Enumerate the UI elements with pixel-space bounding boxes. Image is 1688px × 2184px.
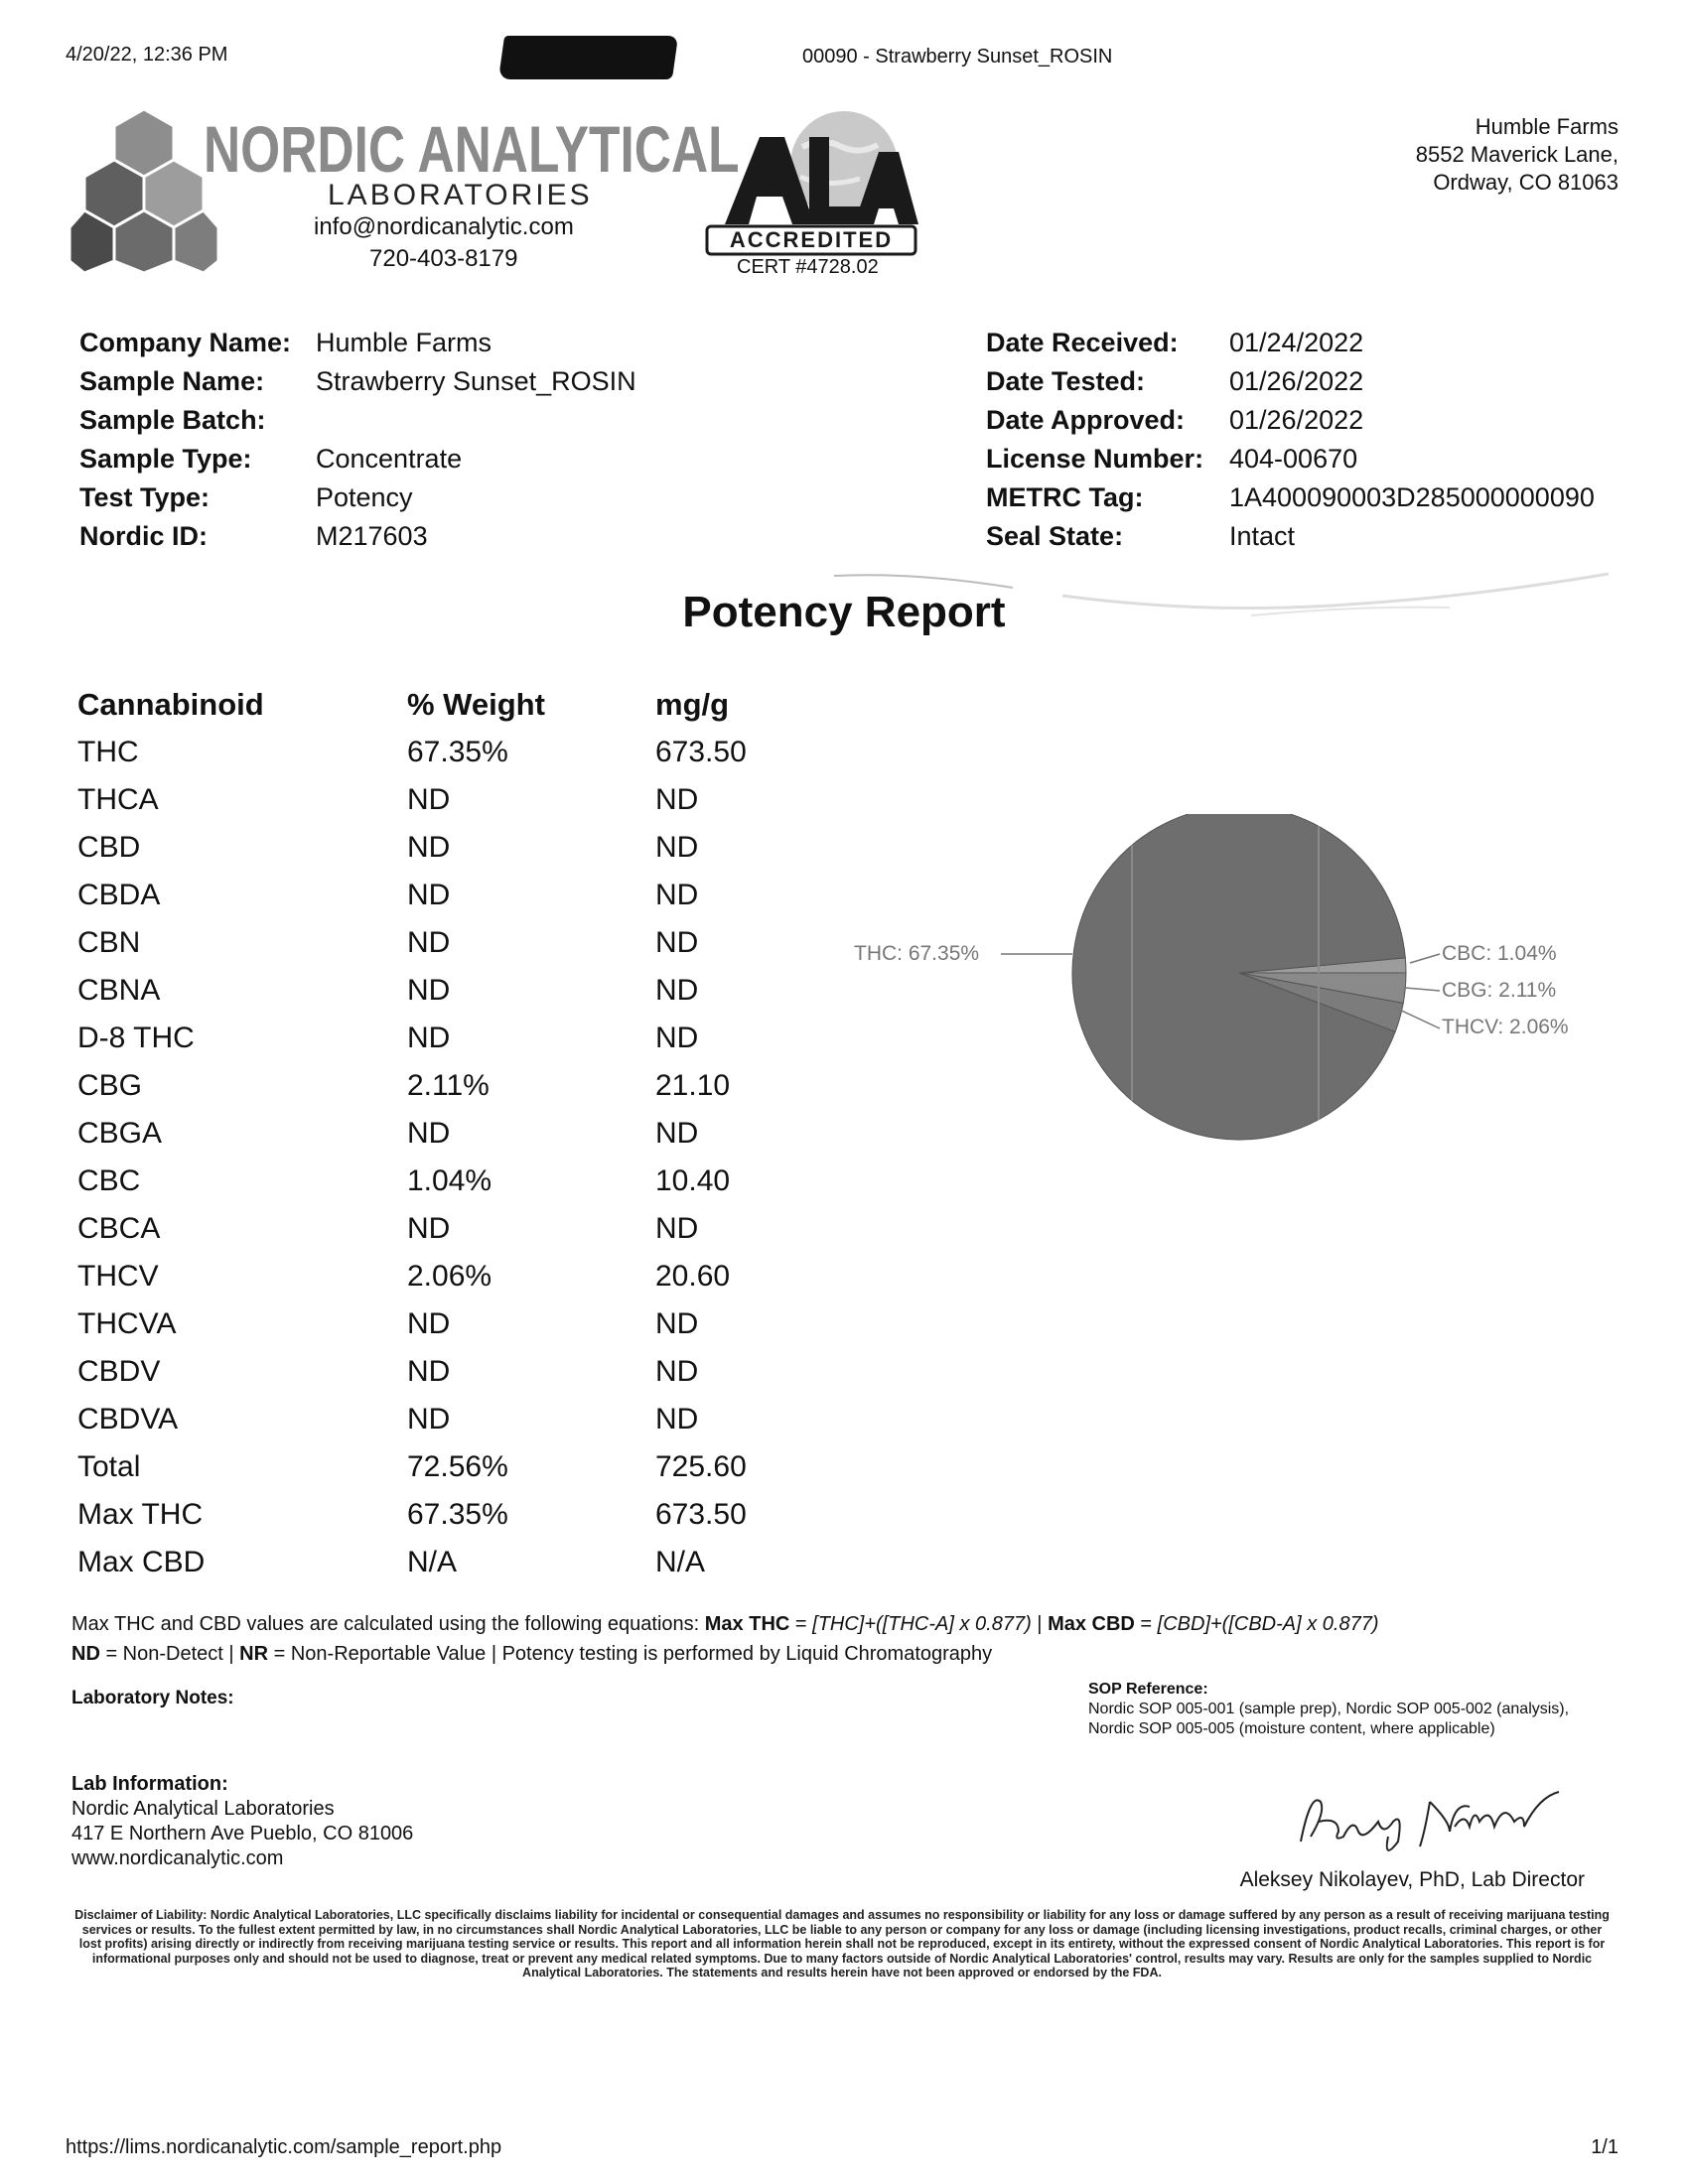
abbreviation-legend — [71, 1643, 992, 1666]
cell-weight: N/A — [407, 1546, 458, 1578]
cell-mgg: ND — [655, 1307, 699, 1340]
info-row — [79, 478, 636, 517]
lab-info-line: www.nordicanalytic.com — [71, 1847, 284, 1869]
cell-cannabinoid: THCV — [77, 1260, 159, 1293]
info-row — [986, 517, 1595, 556]
cell-cannabinoid: Max CBD — [77, 1546, 206, 1578]
sop-title: SOP Reference: — [1088, 1681, 1208, 1698]
pie-label-thc: THC: 67.35% — [854, 942, 980, 965]
table-row — [77, 1396, 854, 1443]
lab-phone: 720-403-8179 — [369, 245, 518, 272]
lab-name: NORDIC ANALYTICAL — [204, 112, 740, 186]
cell-cannabinoid: CBC — [77, 1164, 141, 1197]
cell-mgg: ND — [655, 1403, 699, 1435]
accredited-badge-text: ACCREDITED — [729, 227, 894, 252]
sop-text: Nordic SOP 005-001 (sample prep), Nordic SOP 005-002 (analysis), Nordic SOP 005-005 (moisture content, where applicable) — [1088, 1701, 1570, 1737]
column-header-cannabinoid: Cannabinoid — [77, 687, 264, 722]
cell-mgg: ND — [655, 783, 699, 816]
cell-weight: ND — [407, 1117, 451, 1150]
table-row — [77, 967, 854, 1015]
cell-mgg: 673.50 — [655, 736, 747, 768]
cell-weight: ND — [407, 926, 451, 959]
cell-cannabinoid: THC — [77, 736, 139, 768]
sample-info-left — [79, 324, 636, 556]
cell-cannabinoid: CBDVA — [77, 1403, 179, 1435]
footer-url: https://lims.nordicanalytic.com/sample_report.php — [66, 2136, 502, 2158]
info-row — [986, 478, 1595, 517]
table-row — [77, 1253, 854, 1300]
legend-nr: NR — [239, 1643, 269, 1665]
cell-cannabinoid: Max THC — [77, 1498, 204, 1531]
leader-line-cbg — [1405, 988, 1440, 991]
cell-mgg: ND — [655, 1355, 699, 1388]
legend-nd: ND — [71, 1643, 100, 1665]
cell-cannabinoid: CBDV — [77, 1355, 161, 1388]
client-address — [1416, 113, 1618, 197]
formula-text: = — [1134, 1613, 1158, 1635]
cell-mgg: ND — [655, 1022, 699, 1054]
info-label: License Number: — [986, 444, 1204, 474]
info-row — [986, 324, 1595, 362]
leader-line-thcv — [1395, 1008, 1440, 1028]
cell-weight: ND — [407, 879, 451, 911]
cell-mgg: ND — [655, 1212, 699, 1245]
lab-subtitle: LABORATORIES — [328, 179, 593, 211]
info-value: Concentrate — [316, 444, 463, 474]
legend-text: = Non-Reportable Value | Potency testing is performed by Liquid Chromatography — [268, 1643, 993, 1665]
formula-text: | — [1031, 1613, 1049, 1635]
cell-cannabinoid: Total — [77, 1450, 141, 1483]
table-row — [77, 1062, 854, 1110]
pie-label-thcv: THCV: 2.06% — [1442, 1016, 1569, 1038]
cell-weight: 67.35% — [407, 736, 508, 768]
info-row — [986, 362, 1595, 401]
cell-cannabinoid: CBN — [77, 926, 141, 959]
cell-mgg: 10.40 — [655, 1164, 731, 1197]
cell-weight: ND — [407, 1307, 451, 1340]
a2la-accredited-logo — [705, 107, 923, 256]
cell-weight: 2.06% — [407, 1260, 492, 1293]
cell-mgg: ND — [655, 1117, 699, 1150]
cell-weight: 67.35% — [407, 1498, 508, 1531]
disclaimer: Disclaimer of Liability: Nordic Analytical Laboratories, LLC specifically disclaims liability for incidental or consequential damages and assumes no responsibility or liability for any loss or damage suffered by any person as a result of receiving marijuana testing services or results. To the fullest extent permitted by law, in no circumstances shall Nordic Analytical Laboratories, LLC be liable to any person or company for any loss or damage (including licensing investigations, product recalls, criminal charges, or other lost profits) arising directly or indirectly from receiving marijuana testing service or results. This report and all information herein shall not be reproduced, except in its entirety, without the expressed consent of Nordic Analytical Laboratories. This report is for informational purposes only and should not be used to diagnose, treat or prevent any medical related symptoms. Due to many factors outside of Nordic Analytical Laboratories' control, results may vary. Results are only for the samples supplied to Nordic Analytical Laboratories. The statements and results herein have not been approved or endorsed by the FDA. — [74, 1908, 1610, 1979]
cell-weight: ND — [407, 1355, 451, 1388]
cell-cannabinoid: CBNA — [77, 974, 161, 1007]
info-value: 404-00670 — [1229, 444, 1358, 474]
table-row — [77, 872, 854, 919]
info-label: Date Received: — [986, 328, 1179, 357]
cell-cannabinoid: CBCA — [77, 1212, 161, 1245]
table-row — [77, 1158, 854, 1205]
redaction-mark — [498, 36, 678, 79]
table-row — [77, 776, 854, 824]
info-row — [79, 362, 636, 401]
cell-mgg: 725.60 — [655, 1450, 747, 1483]
table-header-row — [77, 681, 854, 729]
column-header-weight: % Weight — [407, 687, 545, 722]
info-row — [79, 324, 636, 362]
lab-email: info@nordicanalytic.com — [314, 213, 574, 240]
table-row — [77, 824, 854, 872]
info-label: Sample Name: — [79, 366, 265, 396]
cell-weight: ND — [407, 1403, 451, 1435]
lab-info-line: Nordic Analytical Laboratories — [71, 1798, 335, 1820]
cell-mgg: N/A — [655, 1546, 706, 1578]
table-row — [77, 1491, 854, 1539]
column-header-mgg: mg/g — [655, 687, 730, 722]
info-value: Humble Farms — [316, 328, 492, 357]
nordic-logo-icon — [70, 104, 218, 273]
sample-info-right — [986, 324, 1595, 556]
info-row — [986, 440, 1595, 478]
lab-info-title: Lab Information: — [71, 1773, 228, 1795]
info-value: Strawberry Sunset_ROSIN — [316, 366, 636, 396]
cell-cannabinoid: CBD — [77, 831, 141, 864]
info-label: Date Approved: — [986, 405, 1186, 435]
formula-text: Max THC and CBD values are calculated using the following equations: — [71, 1613, 705, 1635]
cell-weight: 1.04% — [407, 1164, 492, 1197]
cell-mgg: ND — [655, 974, 699, 1007]
cell-mgg: 20.60 — [655, 1260, 731, 1293]
signer-name: Aleksey Nikolayev, PhD, Lab Director — [1239, 1868, 1585, 1891]
handwritten-signature — [1291, 1782, 1589, 1861]
formula-max-thc-label: Max THC — [704, 1613, 790, 1635]
formula-text: = — [789, 1613, 813, 1635]
cell-weight: ND — [407, 1022, 451, 1054]
info-value: 01/24/2022 — [1229, 328, 1364, 357]
cell-mgg: ND — [655, 926, 699, 959]
cell-weight: ND — [407, 974, 451, 1007]
formula-max-cbd-label: Max CBD — [1048, 1613, 1135, 1635]
cell-mgg: 21.10 — [655, 1069, 731, 1102]
info-label: Sample Type: — [79, 444, 252, 474]
cell-weight: 72.56% — [407, 1450, 508, 1483]
info-value: M217603 — [316, 521, 428, 551]
cell-weight: ND — [407, 783, 451, 816]
cell-weight: ND — [407, 1212, 451, 1245]
a2la-cert-number: CERT #4728.02 — [737, 256, 879, 278]
info-value: Intact — [1229, 521, 1296, 551]
cell-cannabinoid: CBG — [77, 1069, 143, 1102]
pie-label-cbc: CBC: 1.04% — [1442, 942, 1557, 965]
formula-max-cbd-equation: [CBD]+([CBD-A] x 0.877) — [1157, 1613, 1379, 1635]
client-address-line: 8552 Maverick Lane, — [1415, 142, 1618, 167]
lab-info-line: 417 E Northern Ave Pueblo, CO 81006 — [71, 1823, 414, 1844]
table-row — [77, 919, 854, 967]
table-row — [77, 1539, 854, 1586]
table-row — [77, 1015, 854, 1062]
info-row — [79, 401, 636, 440]
info-value: 01/26/2022 — [1229, 366, 1364, 396]
info-label: Company Name: — [79, 328, 292, 357]
table-row — [77, 1205, 854, 1253]
info-row — [79, 440, 636, 478]
cell-weight: 2.11% — [407, 1069, 490, 1102]
table-row — [77, 1110, 854, 1158]
cell-cannabinoid: THCA — [77, 783, 159, 816]
formula-max-thc-equation: [THC]+([THC-A] x 0.877) — [812, 1613, 1032, 1635]
cell-cannabinoid: CBDA — [77, 879, 161, 911]
table-row — [77, 1300, 854, 1348]
client-address-line: Humble Farms — [1475, 114, 1618, 139]
table-row — [77, 729, 854, 776]
laboratory-notes-label: Laboratory Notes: — [71, 1688, 234, 1708]
sop-reference — [1088, 1680, 1605, 1739]
table-row — [77, 1348, 854, 1396]
cell-cannabinoid: THCVA — [77, 1307, 177, 1340]
max-formula-note — [71, 1613, 1379, 1636]
print-title: 00090 - Strawberry Sunset_ROSIN — [802, 46, 1113, 68]
leader-line-cbc — [1410, 954, 1440, 963]
info-label: METRC Tag: — [986, 482, 1144, 512]
info-label: Seal State: — [986, 521, 1124, 551]
info-value: 01/26/2022 — [1229, 405, 1364, 435]
legend-text: = Non-Detect | — [99, 1643, 240, 1665]
print-date: 4/20/22, 12:36 PM — [66, 44, 228, 66]
cell-mgg: ND — [655, 831, 699, 864]
potency-table — [77, 681, 854, 1586]
cell-cannabinoid: D-8 THC — [77, 1022, 195, 1054]
potency-pie-chart — [834, 814, 1648, 1171]
cell-mgg: ND — [655, 879, 699, 911]
info-label: Date Tested: — [986, 366, 1146, 396]
info-label: Sample Batch: — [79, 405, 266, 435]
info-row — [986, 401, 1595, 440]
cell-cannabinoid: CBGA — [77, 1117, 163, 1150]
cell-mgg: 673.50 — [655, 1498, 747, 1531]
lab-information — [71, 1772, 413, 1871]
info-label: Test Type: — [79, 482, 211, 512]
info-row — [79, 517, 636, 556]
table-row — [77, 1443, 854, 1491]
info-label: Nordic ID: — [79, 521, 209, 551]
info-value: 1A400090003D285000000090 — [1229, 482, 1595, 512]
footer-page-number: 1/1 — [1591, 2136, 1618, 2158]
report-title: Potency Report — [682, 588, 1006, 636]
pie-label-cbg: CBG: 2.11% — [1442, 979, 1557, 1002]
client-address-line: Ordway, CO 81063 — [1433, 170, 1618, 195]
cell-weight: ND — [407, 831, 451, 864]
info-value: Potency — [316, 482, 413, 512]
